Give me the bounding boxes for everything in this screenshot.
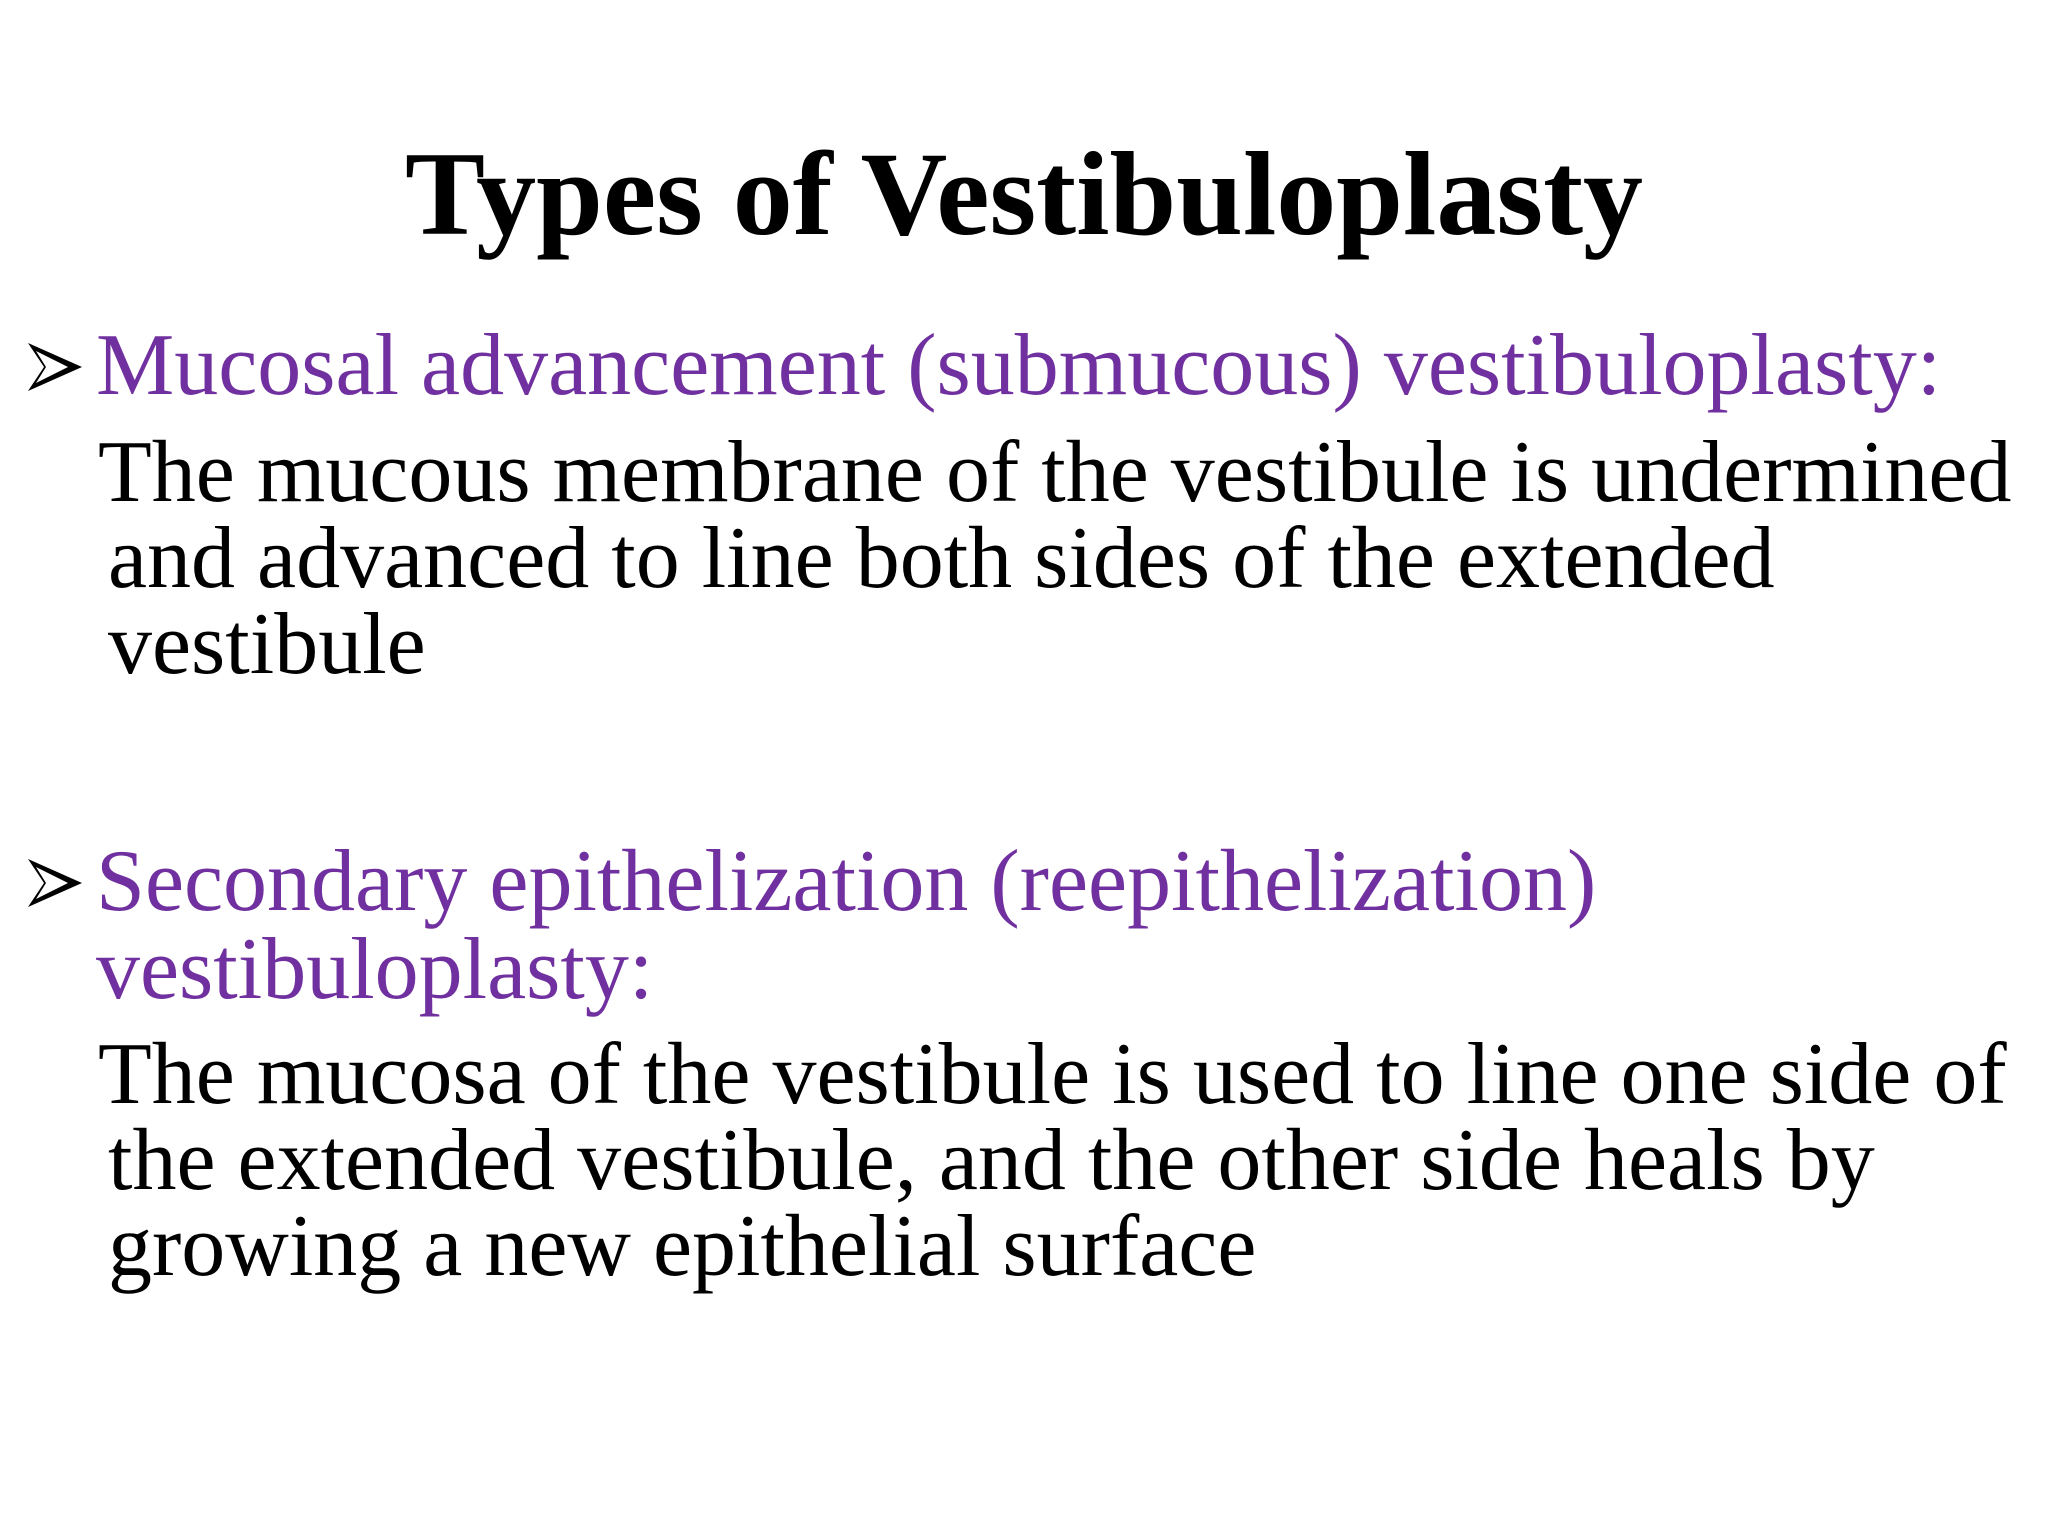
bullet-description: The mucosa of the vestibule is used to line one side of the extended vestibule, and the other side heals by growing a new epithelial surface — [98, 1026, 2007, 1295]
bullet-item — [26, 833, 2036, 1295]
bullet-heading: Secondary epithelization (reepithelization) vestibuloplasty: — [96, 833, 1597, 1018]
bullet-heading: Mucosal advancement (submucous) vestibuloplasty: — [96, 317, 1942, 414]
slide-title: Types of Vestibuloplasty — [404, 127, 1644, 260]
arrow-bullet-icon — [26, 838, 96, 928]
bullet-heading-line — [26, 317, 2036, 414]
arrow-bullet-icon — [26, 322, 96, 412]
bullet-description: The mucous membrane of the vestibule is undermined and advanced to line both sides of the extended vestibule — [98, 424, 2012, 693]
bullet-item — [26, 317, 2036, 693]
bullet-heading-line — [26, 833, 2036, 1018]
